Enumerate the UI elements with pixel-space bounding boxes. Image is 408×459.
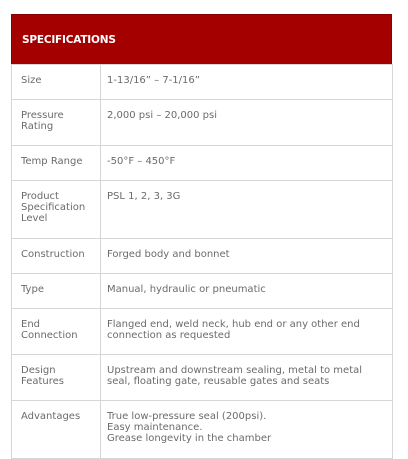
table-row-end-connection: [12, 309, 393, 355]
table-row-temp-range: [12, 146, 393, 181]
spec-value: Flanged end, weld neck, hub end or any other end connection as requested: [101, 309, 393, 355]
spec-value: Upstream and downstream sealing, metal to metal seal, floating gate, reusable gates and seats: [101, 355, 393, 401]
spec-label: Construction: [12, 239, 101, 274]
spec-label: End Connection: [12, 309, 101, 355]
spec-value: Forged body and bonnet: [101, 239, 393, 274]
spec-label: Type: [12, 274, 101, 309]
table-row-type: [12, 274, 393, 309]
table-row-design-features: [12, 355, 393, 401]
spec-value: -50°F – 450°F: [101, 146, 393, 181]
table-row-advantages: [12, 401, 393, 459]
spec-label: Size: [12, 65, 101, 100]
spec-value: True low-pressure seal (200psi). Easy maintenance. Grease longevity in the chamber: [101, 401, 393, 459]
specifications-title: SPECIFICATIONS: [22, 33, 116, 46]
spec-value: Manual, hydraulic or pneumatic: [101, 274, 393, 309]
spec-value: 1-13/16” – 7-1/16”: [101, 65, 393, 100]
spec-label: Design Features: [12, 355, 101, 401]
table-row-product-specification-level: [12, 181, 393, 239]
table-row-pressure-rating: [12, 100, 393, 146]
table-row-size: [12, 65, 393, 100]
table-row-construction: [12, 239, 393, 274]
spec-label: Temp Range: [12, 146, 101, 181]
spec-label: Advantages: [12, 401, 101, 459]
specifications-header: [11, 14, 392, 64]
spec-label: Pressure Rating: [12, 100, 101, 146]
spec-value: 2,000 psi – 20,000 psi: [101, 100, 393, 146]
spec-value: PSL 1, 2, 3, 3G: [101, 181, 393, 239]
spec-label: Product Specification Level: [12, 181, 101, 239]
specifications-panel: [11, 14, 392, 459]
specifications-table: [11, 64, 393, 459]
